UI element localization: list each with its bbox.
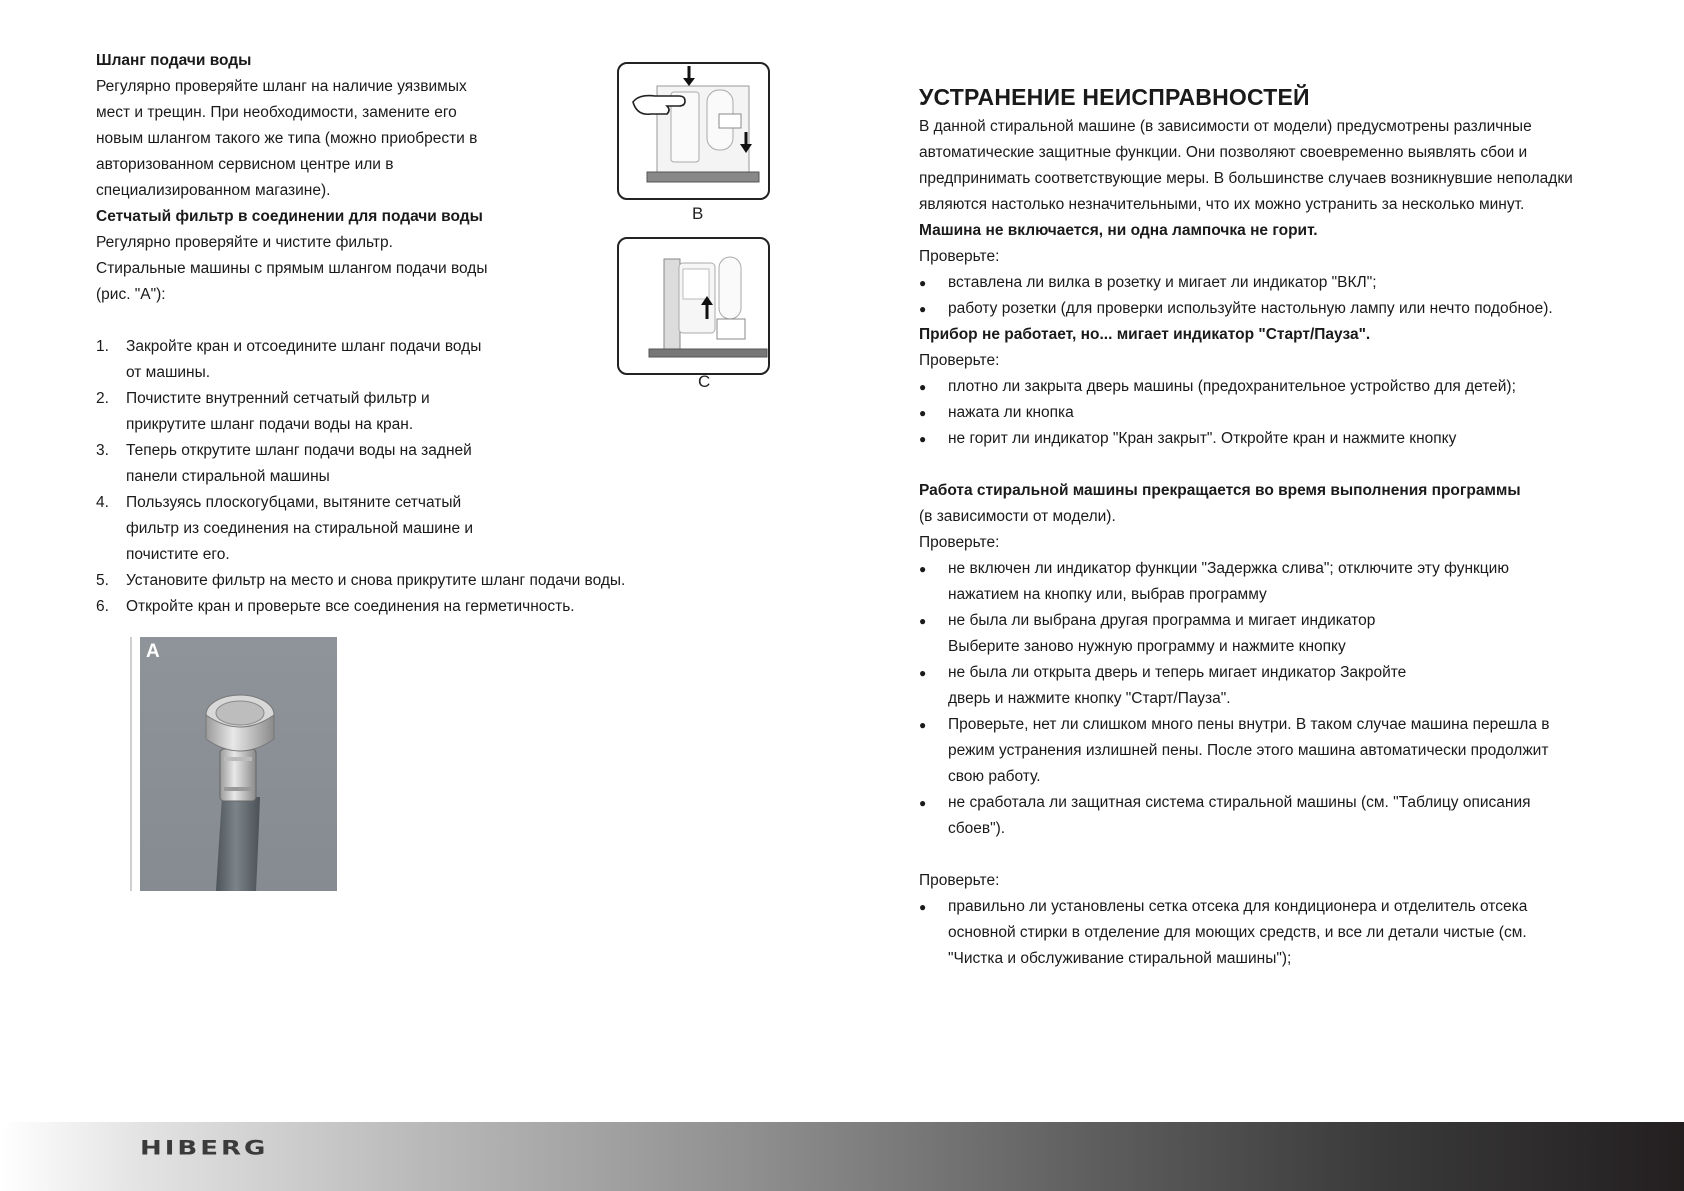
list-item: ● правильно ли установлены сетка отсека для кондиционера и отделитель отсека основной стирки в отделение для моющих средств, и все ли детали чистые (см. "Чистка и обслуживание стиральной машины"); (919, 898, 1528, 967)
intro-line: предпринимать соответствующие меры. В большинстве случаев возникнувшие неполадки (919, 170, 1573, 187)
check-label: Проверьте: (919, 352, 1000, 369)
detergent-drawer-lift-illustration (619, 239, 768, 373)
filter-section-title: Сетчатый фильтр в соединении для подачи воды (96, 208, 483, 225)
brand-logo: HIBERG (140, 1137, 269, 1160)
water-hose-illustration (140, 637, 337, 891)
list-item: ● Проверьте, нет ли слишком много пены внутри. В таком случае машина перешла в режим устранения излишней пены. После этого машина автоматически продолжит свою работу. (919, 716, 1550, 785)
detergent-drawer-press-illustration (619, 64, 768, 198)
step-line: Теперь открутите шланг подачи воды на задней (126, 442, 472, 459)
hose-line: авторизованном сервисном центре или в (96, 156, 394, 173)
step-line: Пользуясь плоскогубцами, вытяните сетчатый (126, 494, 462, 511)
step-line: от машины. (126, 364, 211, 381)
step-line: панели стиральной машины (126, 468, 330, 485)
filter-line: (рис. "A"): (96, 286, 166, 303)
step-number: 6. (96, 598, 109, 615)
step-line: фильтр из соединения на стиральной машине и (126, 520, 474, 537)
step-line: Установите фильтр на место и снова прикрутите шланг подачи воды. (126, 572, 626, 589)
step-line: Откройте кран и проверьте все соединения на герметичность. (126, 598, 575, 615)
list-item: ● не сработала ли защитная система стиральной машины (см. "Таблицу описания сбоев"). (919, 794, 1531, 837)
step-item (96, 438, 656, 490)
step-line: почистите его. (126, 546, 230, 563)
step-line: Почистите внутренний сетчатый фильтр и (126, 390, 430, 407)
step-number: 2. (96, 390, 109, 407)
section-title: Работа стиральной машины прекращается во время выполнения программы (919, 482, 1521, 499)
right-column (919, 82, 1619, 972)
step-item (96, 594, 656, 620)
check-label: Проверьте: (919, 248, 1000, 265)
step-item (96, 490, 656, 568)
filter-line: Стиральные машины с прямым шлангом подачи воды (96, 260, 488, 277)
step-item (96, 334, 656, 386)
list-item: ● не включен ли индикатор функции "Задержка слива"; отключите эту функцию нажатием на кнопку или, выбрав программу (919, 560, 1509, 603)
figure-b (617, 62, 770, 200)
step-item (96, 568, 656, 594)
check-label: Проверьте: (919, 534, 1000, 551)
list-item: ● работу розетки (для проверки используйте настольную лампу или нечто подобное). (919, 300, 1553, 317)
check-label: Проверьте: (919, 872, 1000, 889)
hose-section-title: Шланг подачи воды (96, 52, 252, 69)
hose-line: специализированном магазине). (96, 182, 331, 199)
step-item (96, 386, 656, 438)
filter-line: Регулярно проверяйте и чистите фильтр. (96, 234, 393, 251)
figure-a-photo (140, 637, 337, 891)
intro-line: являются настолько незначительными, что их можно устранить за несколько минут. (919, 196, 1525, 213)
hose-line: Регулярно проверяйте шланг на наличие уязвимых (96, 78, 467, 95)
figure-a-side-line (130, 637, 132, 891)
section-title: Прибор не работает, но... мигает индикатор "Старт/Пауза". (919, 326, 1371, 343)
section-title: Машина не включается, ни одна лампочка не горит. (919, 222, 1318, 239)
intro-line: В данной стиральной машине (в зависимости от модели) предусмотрены различные (919, 118, 1532, 135)
step-line: прикрутите шланг подачи воды на кран. (126, 416, 414, 433)
list-item: ● плотно ли закрыта дверь машины (предохранительное устройство для детей); (919, 378, 1516, 395)
figure-b-label: B (692, 204, 704, 223)
list-item: ● нажата ли кнопка (919, 404, 1074, 421)
step-number: 4. (96, 494, 109, 511)
list-item: ● не была ли открыта дверь и теперь мигает индикатор Закройте дверь и нажмите кнопку "Старт/Пауза". (919, 664, 1407, 707)
figure-c-label: C (698, 372, 711, 391)
figure-a-label: A (146, 641, 160, 662)
intro-line: автоматические защитные функции. Они позволяют своевременно выявлять сбои и (919, 144, 1528, 161)
step-number: 5. (96, 572, 109, 589)
list-item: ● не горит ли индикатор "Кран закрыт". Откройте кран и нажмите кнопку (919, 430, 1457, 447)
list-item: ● вставлена ли вилка в розетку и мигает ли индикатор "ВКЛ"; (919, 274, 1377, 291)
page-title: УСТРАНЕНИЕ НЕИСПРАВНОСТЕЙ (919, 84, 1310, 110)
figure-c (617, 237, 770, 375)
section-subtitle: (в зависимости от модели). (919, 508, 1116, 525)
left-column (96, 48, 656, 620)
step-line: Закройте кран и отсоедините шланг подачи воды (126, 338, 482, 355)
step-number: 1. (96, 338, 109, 355)
list-item: ● не была ли выбрана другая программа и мигает индикатор Выберите заново нужную программу и нажмите кнопку (919, 612, 1376, 655)
step-number: 3. (96, 442, 109, 459)
hose-line: мест и трещин. При необходимости, замените его (96, 104, 457, 121)
hose-line: новым шлангом такого же типа (можно приобрести в (96, 130, 478, 147)
